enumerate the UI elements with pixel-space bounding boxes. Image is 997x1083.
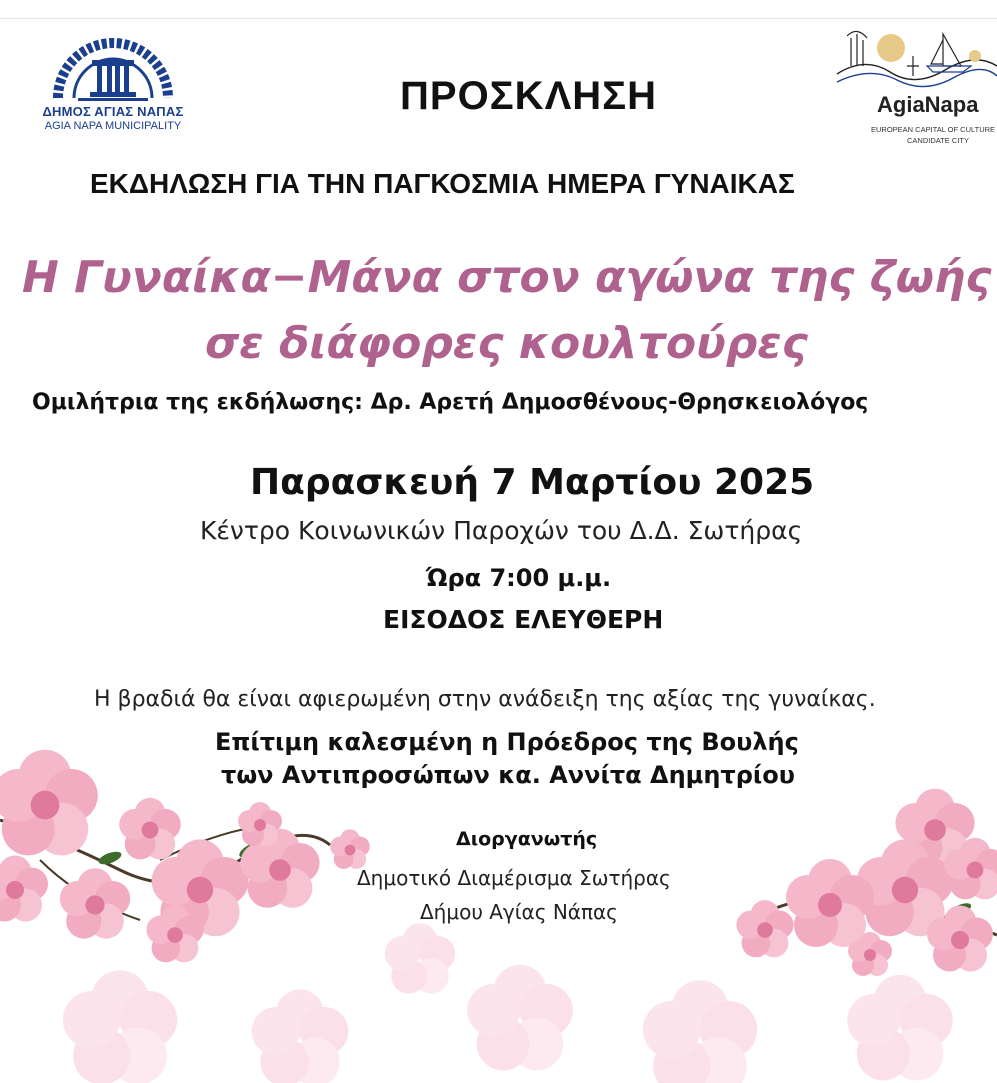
municipality-logo [28, 26, 198, 136]
theme-line-1: Η Γυναίκα−Μάνα στον αγώνα της ζωής [22, 252, 992, 303]
organizer-line-2: Δήμου Αγίας Νάπας [420, 900, 618, 924]
guest-line-1: Επίτιμη καλεσμένη η Πρόεδρος της Βουλής [215, 728, 799, 756]
event-time: Ώρα 7:00 μ.μ. [426, 564, 612, 592]
arch-logo-icon [50, 26, 176, 102]
speaker-line: Ομιλήτρια της εκδήλωσης: Δρ. Αρετή Δημοσθένους-Θρησκειολόγος [32, 390, 869, 415]
brand-name: AgiaNapa [877, 92, 979, 117]
invitation-heading: ΠΡΟΣΚΛΗΣΗ [400, 74, 658, 118]
organizer-label: Διοργανωτής [456, 828, 598, 850]
top-divider [0, 18, 997, 19]
brand-candidate: CANDIDATE CITY [907, 136, 969, 145]
coastline-logo-icon [835, 26, 997, 96]
theme-line-2: σε διάφορες κουλτούρες [205, 318, 808, 369]
event-title: ΕΚΔΗΛΩΣΗ ΓΙΑ ΤΗΝ ΠΑΓΚΟΣΜΙΑ ΗΜΕΡΑ ΓΥΝΑΙΚΑΣ [90, 168, 795, 199]
organizer-line-1: Δημοτικό Διαμέρισμα Σωτήρας [357, 866, 671, 890]
evening-description: Η βραδιά θα είναι αφιερωμένη στην ανάδειξη της αξίας της γυναίκας. [94, 687, 876, 712]
guest-line-2: των Αντιπροσώπων κα. Αννίτα Δημητρίου [221, 761, 795, 789]
brand-subtitle: EUROPEAN CAPITAL OF CULTURE [871, 125, 996, 134]
municipality-name: ΔΗΜΟΣ ΑΓΙΑΣ ΝΑΠΑΣ [42, 104, 184, 119]
event-venue: Κέντρο Κοινωνικών Παροχών του Δ.Δ. Σωτήρας [200, 516, 803, 545]
capital-of-culture-logo [835, 26, 997, 151]
municipality-name-en: AGIA NAPA MUNICIPALITY [44, 120, 182, 132]
event-date: Παρασκευή 7 Μαρτίου 2025 [250, 462, 815, 503]
entry-notice: ΕΙΣΟΔΟΣ ΕΛΕΥΘΕΡΗ [383, 605, 664, 634]
